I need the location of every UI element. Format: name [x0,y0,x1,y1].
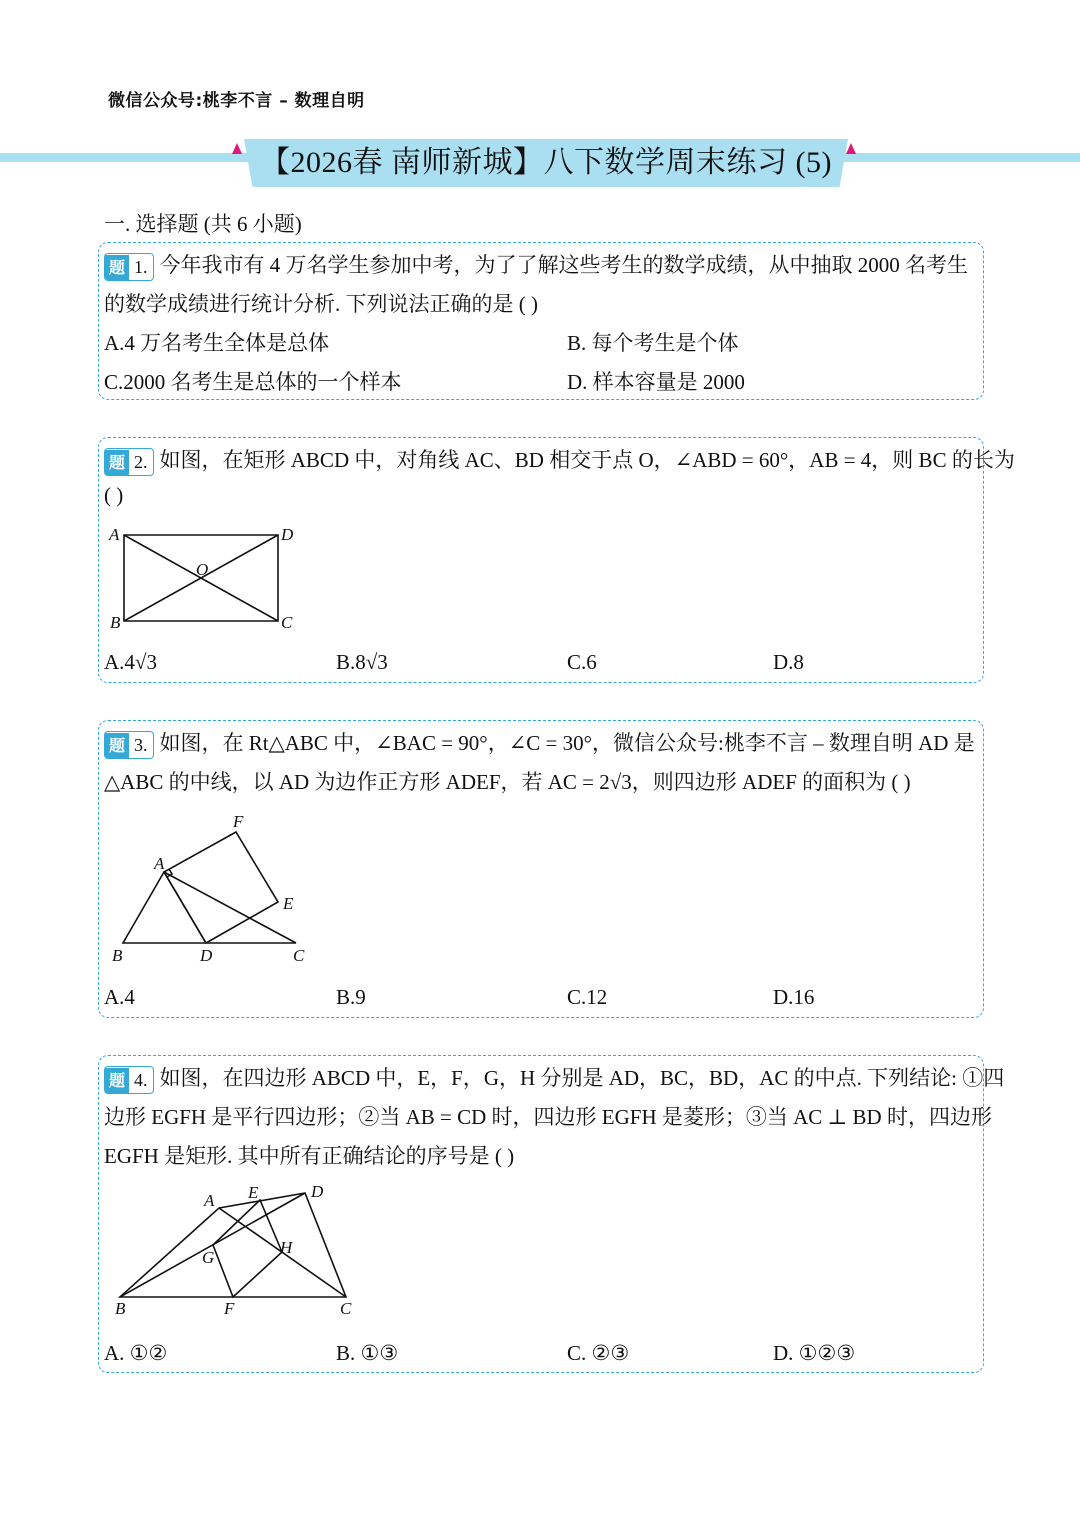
question-1-line-1: 题 1. 今年我市有 4 万名学生参加中考，为了了解这些考生的数学成绩，从中抽取 2000 名考生 [104,249,968,281]
q1-option-b[interactable]: B. 每个考生是个体 [567,331,739,355]
label-f: F [224,1299,235,1318]
section-heading: 一. 选择题 (共 6 小题) [104,212,302,236]
question-4-line-2: 边形 EGFH 是平行四边形；②当 AB = CD 时，四边形 EGFH 是菱形；③当 AC ⊥ BD 时，四边形 [104,1105,992,1129]
square-adef [164,832,278,943]
question-1-line-2: 的数学成绩进行统计分析. 下列说法正确的是 ( ) [104,292,538,316]
q4-option-a[interactable]: A. ①② [104,1341,168,1365]
label-e: E [283,894,294,913]
question-4-badge: 题 4. [104,1066,154,1094]
q3-triangle-figure [100,805,330,970]
title-left-marker [232,143,242,154]
page-title: 【2026春 南师新城】八下数学周末练习 (5) [260,146,832,179]
question-4-line-3: EGFH 是矩形. 其中所有正确结论的序号是 ( ) [104,1144,515,1168]
label-o: O [196,560,209,579]
q2-option-d[interactable]: D.8 [773,650,804,674]
label-e: E [248,1183,259,1202]
watermark-text: 微信公众号:桃李不言 – 数理自明 [108,91,365,111]
question-3-badge: 题 3. [104,731,154,759]
q1-option-d[interactable]: D. 样本容量是 2000 [567,370,745,394]
q3-option-c[interactable]: C.12 [567,985,608,1009]
label-h: H [280,1238,293,1257]
q1-option-c[interactable]: C.2000 名考生是总体的一个样本 [104,370,402,394]
label-a: A [204,1191,215,1210]
label-d: D [281,525,294,544]
label-b: B [115,1299,126,1318]
question-3-line-1: 题 3. 如图，在 Rt△ABC 中，∠BAC = 90°，∠C = 30°，微信公众号:桃李不言 – 数理自明 AD 是 [104,727,975,759]
q2-option-c[interactable]: C.6 [567,650,597,674]
triangle-abc [123,872,296,943]
q4-quadrilateral-figure [100,1178,370,1328]
question-1-badge: 题 1. [104,253,154,281]
label-c: C [293,946,305,965]
question-2-badge: 题 2. [104,448,154,476]
q3-option-b[interactable]: B.9 [336,985,366,1009]
q3-option-a[interactable]: A.4 [104,985,135,1009]
quad-egfh [213,1200,282,1297]
label-a: A [109,525,120,544]
label-b: B [110,613,121,632]
q4-option-d[interactable]: D. ①②③ [773,1341,856,1365]
quad-abcd [120,1193,346,1297]
label-c: C [340,1299,352,1318]
question-4-line-1: 题 4. 如图，在四边形 ABCD 中，E，F，G，H 分别是 AD，BC，BD，AC 的中点. 下列结论: ①四 [104,1062,1004,1094]
q3-option-d[interactable]: D.16 [773,985,815,1009]
q2-option-b[interactable]: B.8√3 [336,650,388,674]
q4-option-c[interactable]: C. ②③ [567,1341,630,1365]
q2-rectangle-figure [100,515,320,635]
label-d: D [200,946,213,965]
label-a: A [154,854,165,873]
question-2-line-1: 题 2. 如图，在矩形 ABCD 中，对角线 AC、BD 相交于点 O，∠ABD = 60°，AB = 4，则 BC 的长为 [104,444,1015,476]
q4-option-b[interactable]: B. ①③ [336,1341,399,1365]
question-2-line-2: ( ) [104,483,124,507]
q2-option-a[interactable]: A.4√3 [104,650,157,674]
label-c: C [281,613,293,632]
label-f: F [233,812,244,831]
q1-option-a[interactable]: A.4 万名考生全体是总体 [104,331,330,355]
label-b: B [112,946,123,965]
label-d: D [311,1182,324,1201]
label-g: G [202,1248,215,1267]
question-3-line-2: △ABC 的中线，以 AD 为边作正方形 ADEF，若 AC = 2√3，则四边形 ADEF 的面积为 ( ) [104,770,911,794]
